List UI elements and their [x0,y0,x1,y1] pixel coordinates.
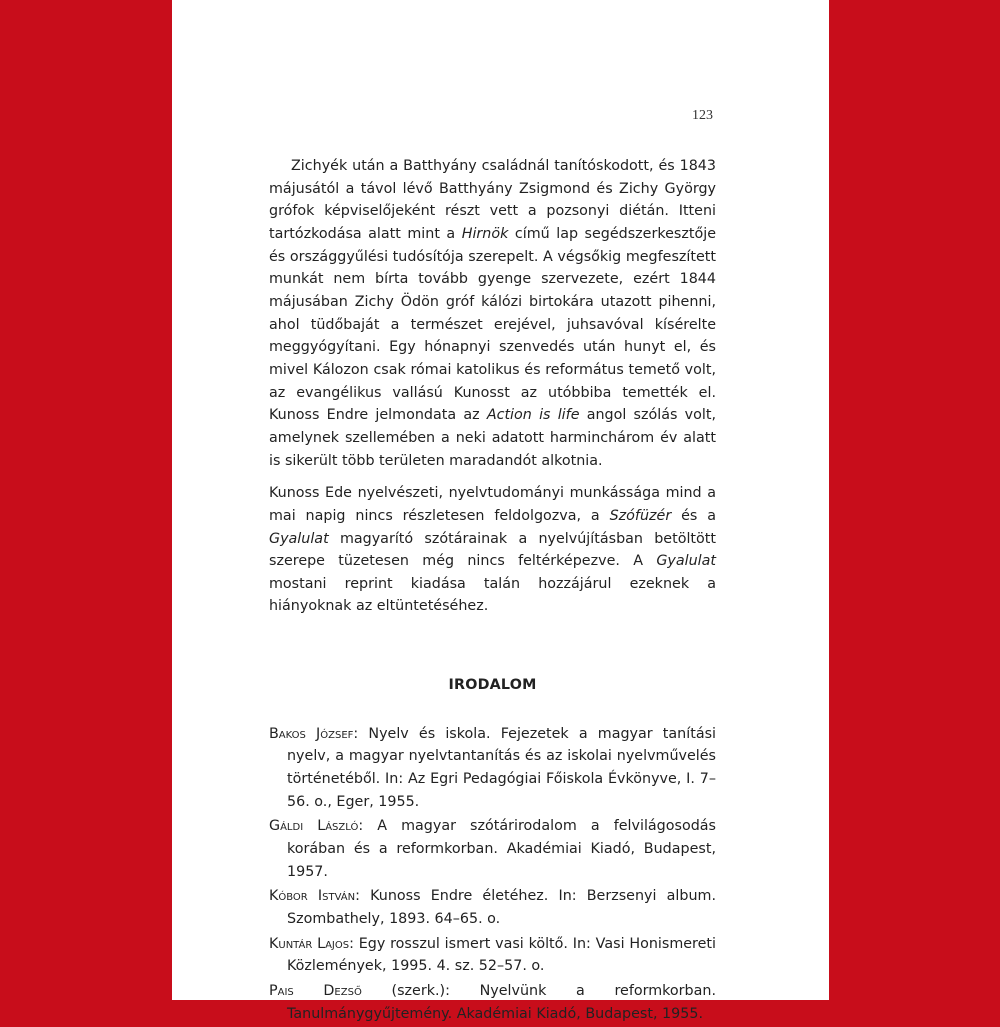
bibliography-entry [269,815,716,883]
p1-italic-hirnok: Hirnök [461,225,509,242]
bib-text: (szerk.): Nyelvünk a reformkorban. Tanulmánygyűjtemény. Akadémiai Kiadó, Budapest, 1955. [287,983,716,1022]
page-number: 123 [692,108,713,123]
p2-italic-gyalulat-2: Gyalulat [656,553,716,570]
bib-text: : Egy rosszul ismert vasi költő. In: Vasi Honismereti Közlemények, 1995. 4. sz. 52–57. o. [287,935,716,975]
p1-text-3: angol szólás volt, amelynek szellemében a neki adatott harminchárom év alatt is sikerült több területen maradandót alkotnia. [269,407,716,469]
body-paragraph-2 [269,482,716,618]
p2-italic-gyalulat-1: Gyalulat [269,530,329,547]
body-paragraph-1 [269,155,716,472]
bib-text: : Kunoss Endre életéhez. In: Berzsenyi album. Szombathely, 1893. 64–65. o. [287,888,716,928]
p2-text-1: Kunoss Ede nyelvészeti, nyelvtudományi munkássága mind a mai napig nincs részletesen feldolgozva, a [269,485,716,524]
bib-author: Pais Dezső [269,983,362,999]
bib-author: Kuntár Lajos [269,935,350,952]
p1-text-2: című lap segédszerkesztője és országgyűlési tudósítója szerepelt. A végsőkig megfeszített munkát nem bírta tovább gyenge szervezete, ezért 1844 májusában Zichy Ödön gróf kálózi birtokára utazott pihenni, ahol tüdőbaját a természet erejével, juhsavóval kísérelte meggyógyítani. Egy hónapnyi szenvedés után hunyt el, és mivel Kálozon csak római katolikus és református temető volt, az evangélikus vallású Kunosst az utóbbiba temették el. Kunoss Endre jelmondata az [269,225,716,424]
bibliography-entry [269,933,716,978]
p2-text-3: magyarító szótárainak a nyelvújításban betöltött szerepe tüzetesen még nincs feltérképezve. A [269,530,716,570]
p1-italic-action: Action is life [486,407,580,424]
bibliography-list [269,723,716,1026]
book-page [172,0,829,1022]
bib-text: : Nyelv és iskola. Fejezetek a magyar tanítási nyelv, a magyar nyelvtantanítás és az iskolai nyelvművelés történetéből. In: Az Egri Pedagógiai Főiskola Évkönyve, I. 7–56. o., Eger, 1955. [287,725,716,810]
p1-text-1: Zichyék után a Batthyány családnál tanítóskodott, és 1843 májusától a távol lévő Batthyány Zsigmond és Zichy György grófok képviselőjeként részt vett a pozsonyi diétán. Itteni tartózkodása alatt mint a [269,158,716,242]
p2-italic-szofuzer: Szófüzér [609,507,672,524]
bib-author: Bakos József [269,725,354,742]
bib-text: : A magyar szótárirodalom a felvilágosodás korában és a reformkorban. Akadémiai Kiadó, Budapest, 1957. [287,818,716,880]
p2-text-2: és a [671,507,716,524]
section-heading: IRODALOM [448,677,537,694]
bibliography-entry [269,723,716,814]
bibliography-entry [269,885,716,930]
bibliography-entry [269,980,716,1025]
page-text [269,155,716,1027]
bib-author: Gáldi László [269,818,359,835]
p2-text-4: mostani reprint kiadása talán hozzájárul ezeknek a hiányoknak az eltüntetéséhez. [269,575,716,615]
bib-author: Kóbor István [269,888,356,905]
